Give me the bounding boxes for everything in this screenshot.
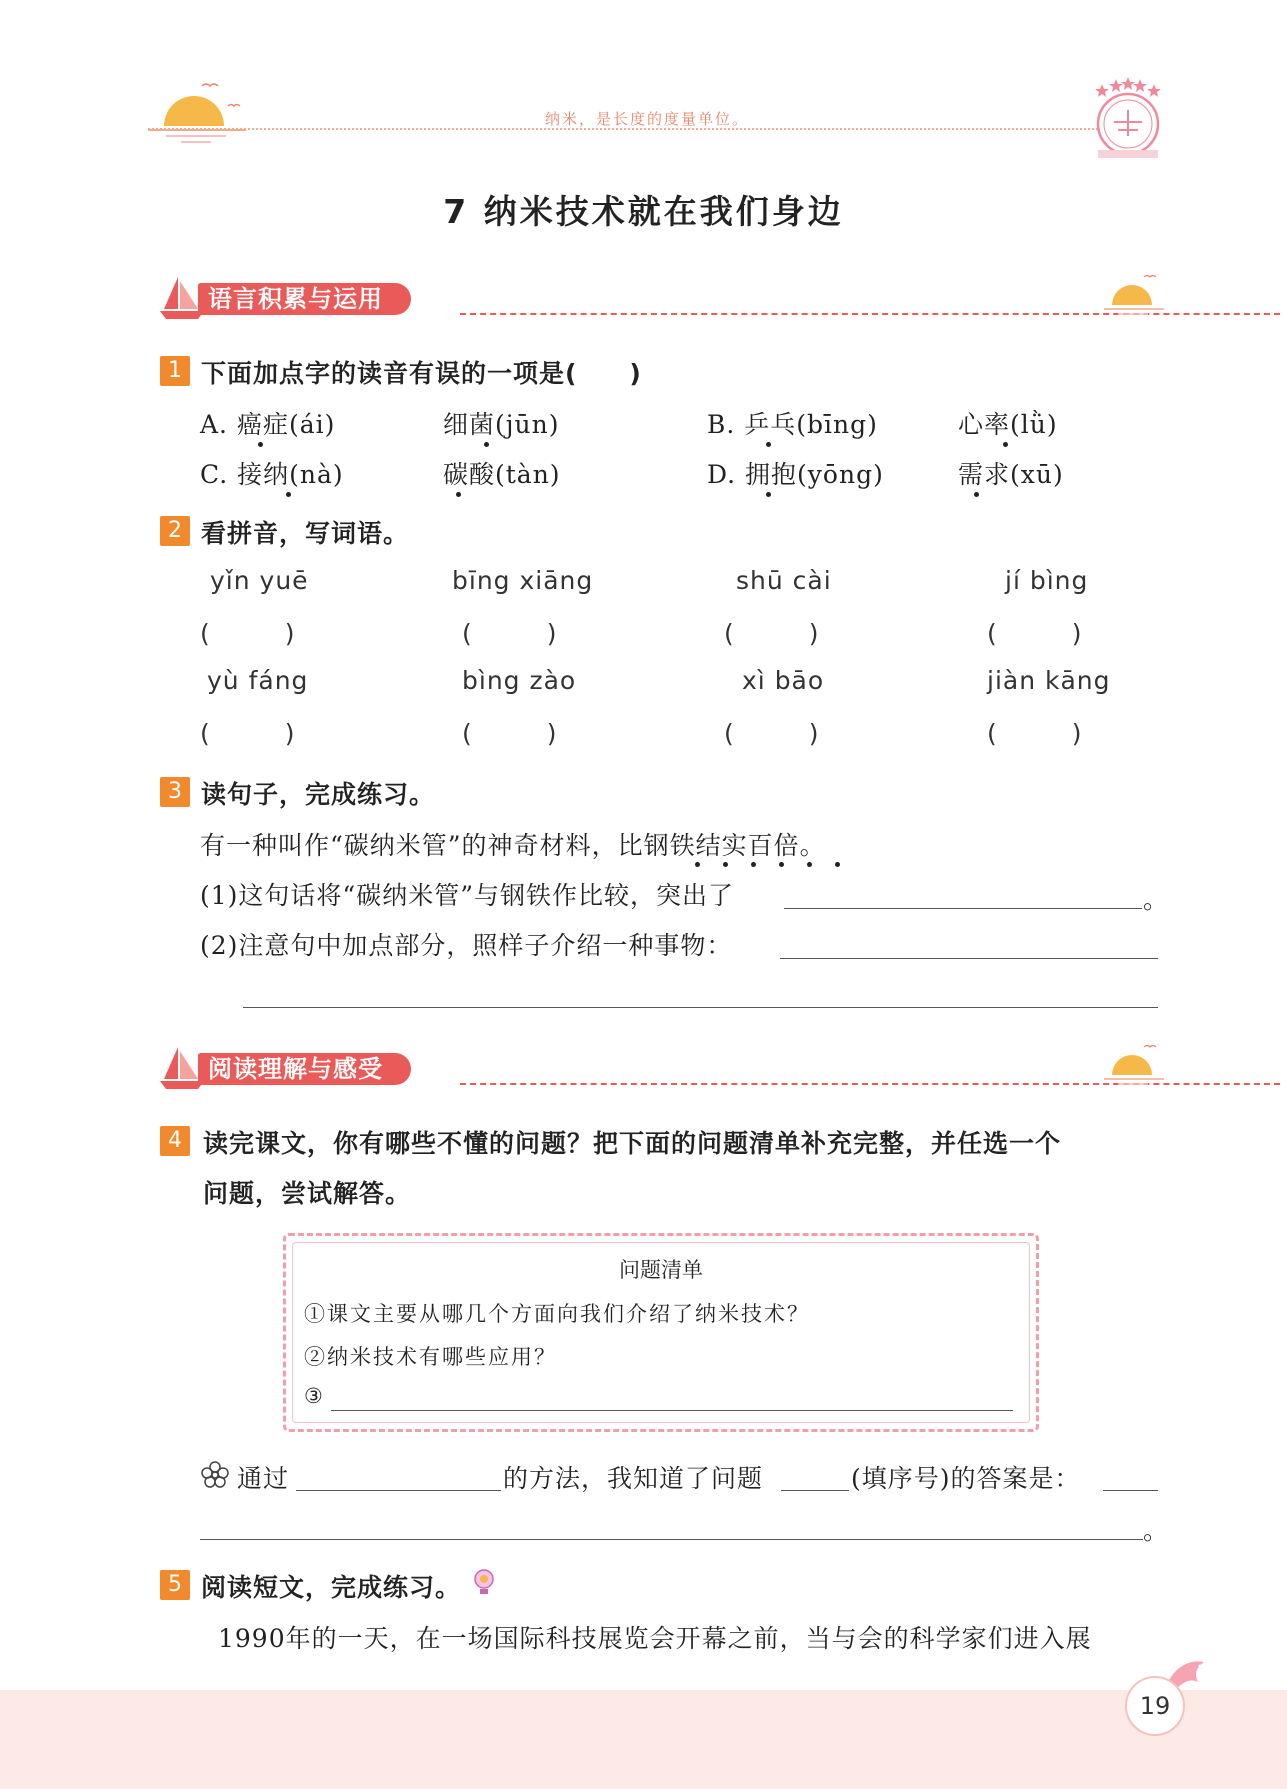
list-item: ①课文主要从哪几个方面向我们介绍了纳米技术？: [304, 1302, 810, 1326]
pinyin-prompt: jiàn kāng: [987, 666, 1111, 695]
sunset-icon: [146, 78, 256, 156]
emphasis-dot: [258, 442, 263, 447]
footer-band: [0, 1690, 1287, 1789]
answer-line[interactable]: [780, 958, 1158, 959]
answer-blank[interactable]: ( ): [724, 719, 819, 748]
answer-line[interactable]: [296, 1490, 501, 1491]
header-motto: 纳米，是长度的度量单位。: [545, 110, 750, 128]
pinyin-prompt: bìng zào: [462, 666, 577, 695]
emphasis-dot: [835, 862, 840, 867]
list-item: ③: [304, 1384, 325, 1408]
example-sentence: 有一种叫作“碳纳米管”的神奇材料，比钢铁结实百倍。: [200, 831, 826, 860]
sunset-small-icon: [1104, 271, 1166, 317]
fill-text-a: 通过: [237, 1464, 290, 1493]
sub-question-1-end: 。: [1143, 885, 1170, 914]
answer-line[interactable]: [331, 1410, 1013, 1411]
option-d-word2: 需求(xū): [958, 460, 1064, 489]
emphasis-dot: [751, 862, 756, 867]
emphasis-dot: [456, 492, 461, 497]
teacher-seal-icon: [1088, 76, 1168, 162]
option-b-word2: 心率(lǜ): [958, 410, 1058, 439]
question-text-line1: 读完课文，你有哪些不懂的问题？把下面的问题清单补充完整，并任选一个: [203, 1129, 1062, 1158]
section-banner-reading: [160, 1049, 1160, 1089]
answer-line[interactable]: [1103, 1490, 1158, 1491]
sub-question-1: (1)这句话将“碳纳米管”与钢铁作比较，突出了: [200, 881, 734, 910]
question-text: 阅读短文，完成练习。: [201, 1573, 462, 1602]
answer-line[interactable]: [781, 1490, 849, 1491]
question-text-line2: 问题，尝试解答。: [203, 1179, 412, 1208]
answer-blank[interactable]: ( ): [200, 719, 295, 748]
pinyin-prompt: yǐn yuē: [210, 566, 309, 595]
option-a-word2: 细菌(jūn): [443, 410, 560, 439]
section-label: 语言积累与运用: [198, 283, 411, 315]
answer-blank[interactable]: ( ): [200, 619, 295, 648]
emphasis-dot: [286, 492, 291, 497]
answer-blank[interactable]: ( ): [987, 719, 1082, 748]
question-number: 5: [160, 1570, 190, 1600]
sunset-small-icon: [1104, 1041, 1166, 1087]
section-banner-language: [160, 279, 1160, 319]
page-number: 19: [1125, 1676, 1185, 1736]
emphasis-dot: [766, 492, 771, 497]
question-text: 读句子，完成练习。: [201, 780, 436, 809]
fill-text-b: 的方法，我知道了问题: [503, 1464, 764, 1493]
answer-blank[interactable]: ( ): [462, 719, 557, 748]
flower-icon: [200, 1460, 230, 1490]
passage-text: 1990年的一天，在一场国际科技展览会开幕之前，当与会的科学家们进入展: [218, 1624, 1092, 1653]
question-number: 1: [160, 356, 190, 386]
answer-blank[interactable]: ( ): [987, 619, 1082, 648]
emphasis-dot: [974, 492, 979, 497]
option-c-word1: C. 接纳(nà): [200, 460, 344, 489]
sub-question-2: (2)注意句中加点部分，照样子介绍一种事物：: [200, 931, 733, 960]
answer-line[interactable]: [243, 1007, 1158, 1008]
question-number: 3: [160, 777, 190, 807]
pinyin-prompt: shū cài: [736, 566, 832, 595]
option-c-word2: 碳酸(tàn): [443, 460, 561, 489]
answer-line[interactable]: [200, 1539, 1143, 1540]
fill-text-c: (填序号)的答案是：: [851, 1464, 1081, 1493]
emphasis-dot: [723, 862, 728, 867]
pinyin-prompt: xì bāo: [742, 666, 825, 695]
chapter-title: 7 纳米技术就在我们身边: [443, 192, 844, 231]
emphasis-dot: [766, 442, 771, 447]
lightbulb-icon: [472, 1568, 496, 1598]
answer-blank[interactable]: ( ): [724, 619, 819, 648]
section-label: 阅读理解与感受: [198, 1053, 411, 1085]
pinyin-prompt: yù fáng: [207, 666, 309, 695]
fill-end: 。: [1143, 1516, 1170, 1545]
question-number: 4: [160, 1126, 190, 1156]
question-text: 下面加点字的读音有误的一项是( ): [201, 359, 642, 388]
emphasis-dot: [695, 862, 700, 867]
option-d-word1: D. 拥抱(yōng): [707, 460, 884, 489]
question-number: 2: [160, 516, 190, 546]
option-b-word1: B. 乒乓(bīng): [707, 410, 878, 439]
answer-blank[interactable]: ( ): [462, 619, 557, 648]
emphasis-dot: [779, 862, 784, 867]
pinyin-prompt: bīng xiāng: [452, 566, 594, 595]
question-text: 看拼音，写词语。: [201, 519, 410, 548]
list-item: ②纳米技术有哪些应用？: [304, 1345, 557, 1369]
answer-line[interactable]: [784, 908, 1142, 909]
emphasis-dot: [807, 862, 812, 867]
box-title: 问题清单: [619, 1258, 703, 1282]
option-a-word1: A. 癌症(ái): [200, 410, 336, 439]
question-list-box: [283, 1233, 1039, 1432]
emphasis-dot: [484, 442, 489, 447]
emphasis-dot: [1003, 442, 1008, 447]
pinyin-prompt: jí bìng: [1005, 566, 1089, 595]
